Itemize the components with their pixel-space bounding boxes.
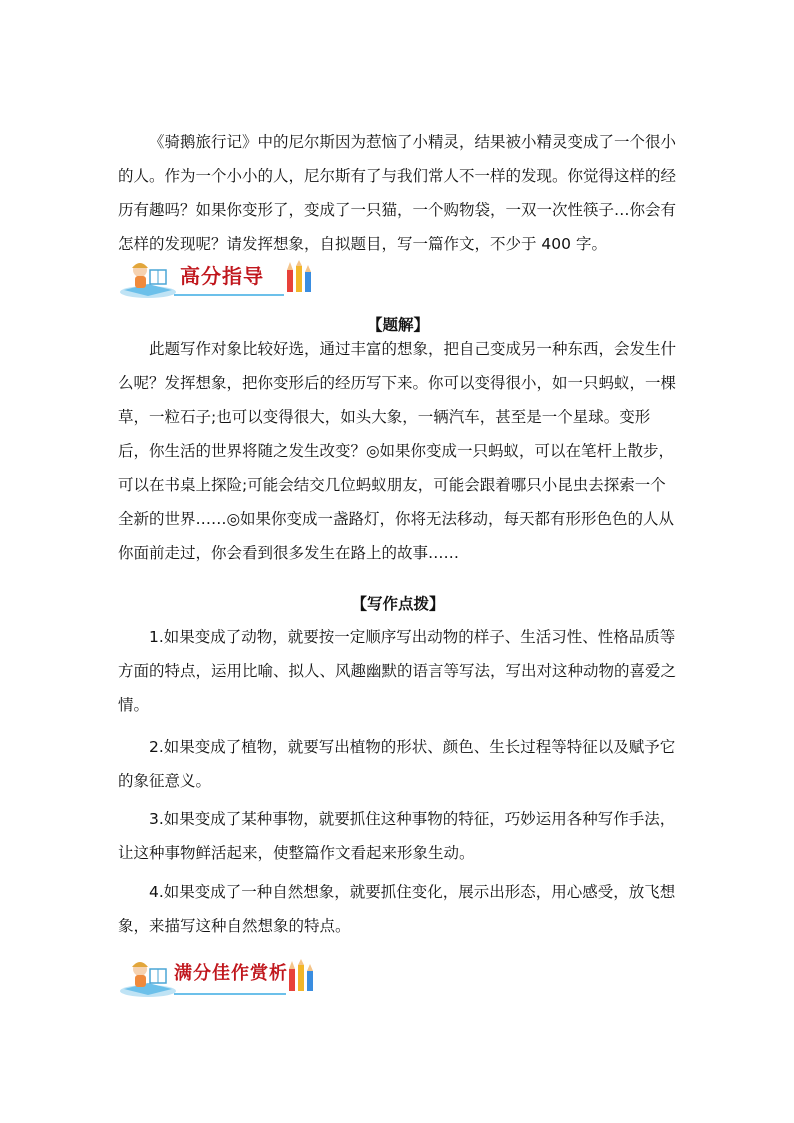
writing-tip-3: 3.如果变成了某种事物，就要抓住这种事物的特征，巧妙运用各种写作手法，让这种事物鲜活起来，使整篇作文看起来形象生动。 [118, 810, 676, 862]
banner-high-score-guide [118, 256, 318, 300]
writing-tip-4: 4.如果变成了一种自然想象，就要抓住变化，展示出形态，用心感受，放飞想象，来描写这种自然想象的特点。 [118, 883, 676, 935]
explanation-paragraph: 此题写作对象比较好选，通过丰富的想象，把自己变成另一种东西，会发生什么呢？发挥想象，把你变形后的经历写下来。你可以变得很小，如一只蚂蚁，一棵草，一粒石子;也可以变得很大，如头大象，一辆汽车，甚至是一个星球。变形后，你生活的世界将随之发生改变？◎如果你变成一只蚂蚁，可以在笔杆上散步，可以在书桌上探险;可能会结交几位蚂蚁朋友，可能会跟着哪只小昆虫去探索一个全新的世界……◎如果你变成一盏路灯，你将无法移动，每天都有形形色色的人从你面前走过，你会看到很多发生在路上的故事…… [118, 340, 677, 562]
banner-underline [174, 294, 284, 296]
section-heading-explanation: 【题解】 [366, 316, 429, 334]
reading-girl-icon [118, 256, 178, 300]
writing-tip-2: 2.如果变成了植物，就要写出植物的形状、颜色、生长过程等特征以及赋予它的象征意义。 [118, 738, 676, 790]
section-heading-writing-tips: 【写作点拨】 [351, 595, 445, 613]
banner-title: 高分指导 [180, 264, 264, 288]
reading-girl-icon [118, 955, 178, 999]
banner-title: 满分佳作赏析 [174, 963, 288, 984]
banner-underline [174, 993, 286, 995]
writing-tip-1: 1.如果变成了动物，就要按一定顺序写出动物的样子、生活习性、性格品质等方面的特点，运用比喻、拟人、风趣幽默的语言等写法，写出对这种动物的喜爱之情。 [118, 628, 677, 714]
pencils-icon [284, 260, 314, 296]
banner-full-score-essay [118, 955, 318, 999]
intro-paragraph: 《骑鹅旅行记》中的尼尔斯因为惹恼了小精灵，结果被小精灵变成了一个很小的人。作为一个小小的人，尼尔斯有了与我们常人不一样的发现。你觉得这样的经历有趣吗？如果你变形了，变成了一只猫，一个购物袋，一双一次性筷子…你会有怎样的发现呢？请发挥想象，自拟题目，写一篇作文，不少于 400 字。 [118, 133, 677, 253]
pencils-icon [286, 959, 316, 995]
